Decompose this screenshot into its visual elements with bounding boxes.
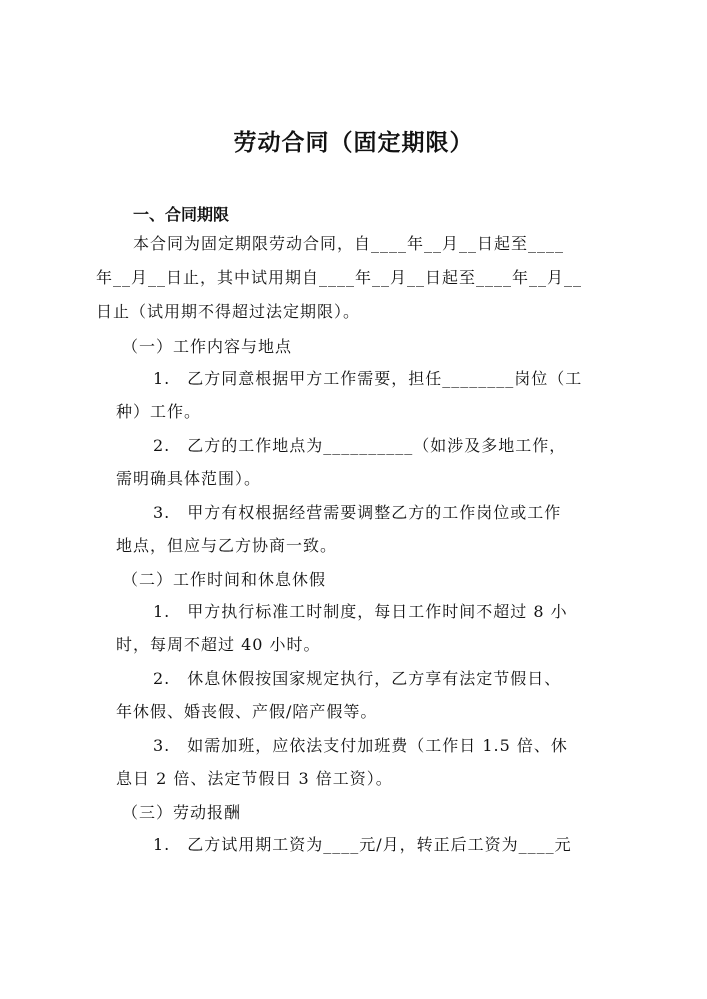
clause-1-3-line-2: 地点，但应与乙方协商一致。 xyxy=(116,536,338,555)
clause-1-1-line-2: 种）工作。 xyxy=(116,402,202,421)
clause-1-3-line-1: 3. 甲方有权根据经营需要调整乙方的工作岗位或工作 xyxy=(153,503,562,522)
clause-2-1-line-2: 时，每周不超过 40 小时。 xyxy=(116,635,321,654)
section-heading-contract-term: 一、合同期限 xyxy=(133,205,230,224)
intro-line-2: 年__月__日止，其中试用期自____年__月__日起至____年__月__ xyxy=(96,268,583,287)
subsection-heading-working-hours: （二）工作时间和休息休假 xyxy=(122,570,327,589)
intro-line-1: 本合同为固定期限劳动合同，自____年__月__日起至____ xyxy=(133,234,565,253)
clause-2-1-line-1: 1. 甲方执行标准工时制度，每日工作时间不超过 8 小 xyxy=(153,602,568,621)
document-title: 劳动合同（固定期限） xyxy=(233,130,474,156)
clause-1-2-line-2: 需明确具体范围）。 xyxy=(116,469,262,488)
subsection-heading-work-content: （一）工作内容与地点 xyxy=(122,337,293,356)
clause-2-3-line-1: 3. 如需加班，应依法支付加班费（工作日 1.5 倍、休 xyxy=(153,736,568,755)
clause-2-2-line-1: 2. 休息休假按国家规定执行，乙方享有法定节假日、 xyxy=(153,669,562,688)
clause-1-2-line-1: 2. 乙方的工作地点为__________（如涉及多地工作， xyxy=(153,436,567,455)
subsection-heading-remuneration: （三）劳动报酬 xyxy=(122,803,242,822)
clause-2-3-line-2: 息日 2 倍、法定节假日 3 倍工资）。 xyxy=(116,769,393,788)
intro-line-3: 日止（试用期不得超过法定期限）。 xyxy=(96,302,361,321)
clause-2-2-line-2: 年休假、婚丧假、产假/陪产假等。 xyxy=(116,702,378,721)
clause-3-1-line-1: 1. 乙方试用期工资为____元/月，转正后工资为____元 xyxy=(153,835,572,854)
clause-1-1-line-1: 1. 乙方同意根据甲方工作需要，担任________岗位（工 xyxy=(153,369,583,388)
